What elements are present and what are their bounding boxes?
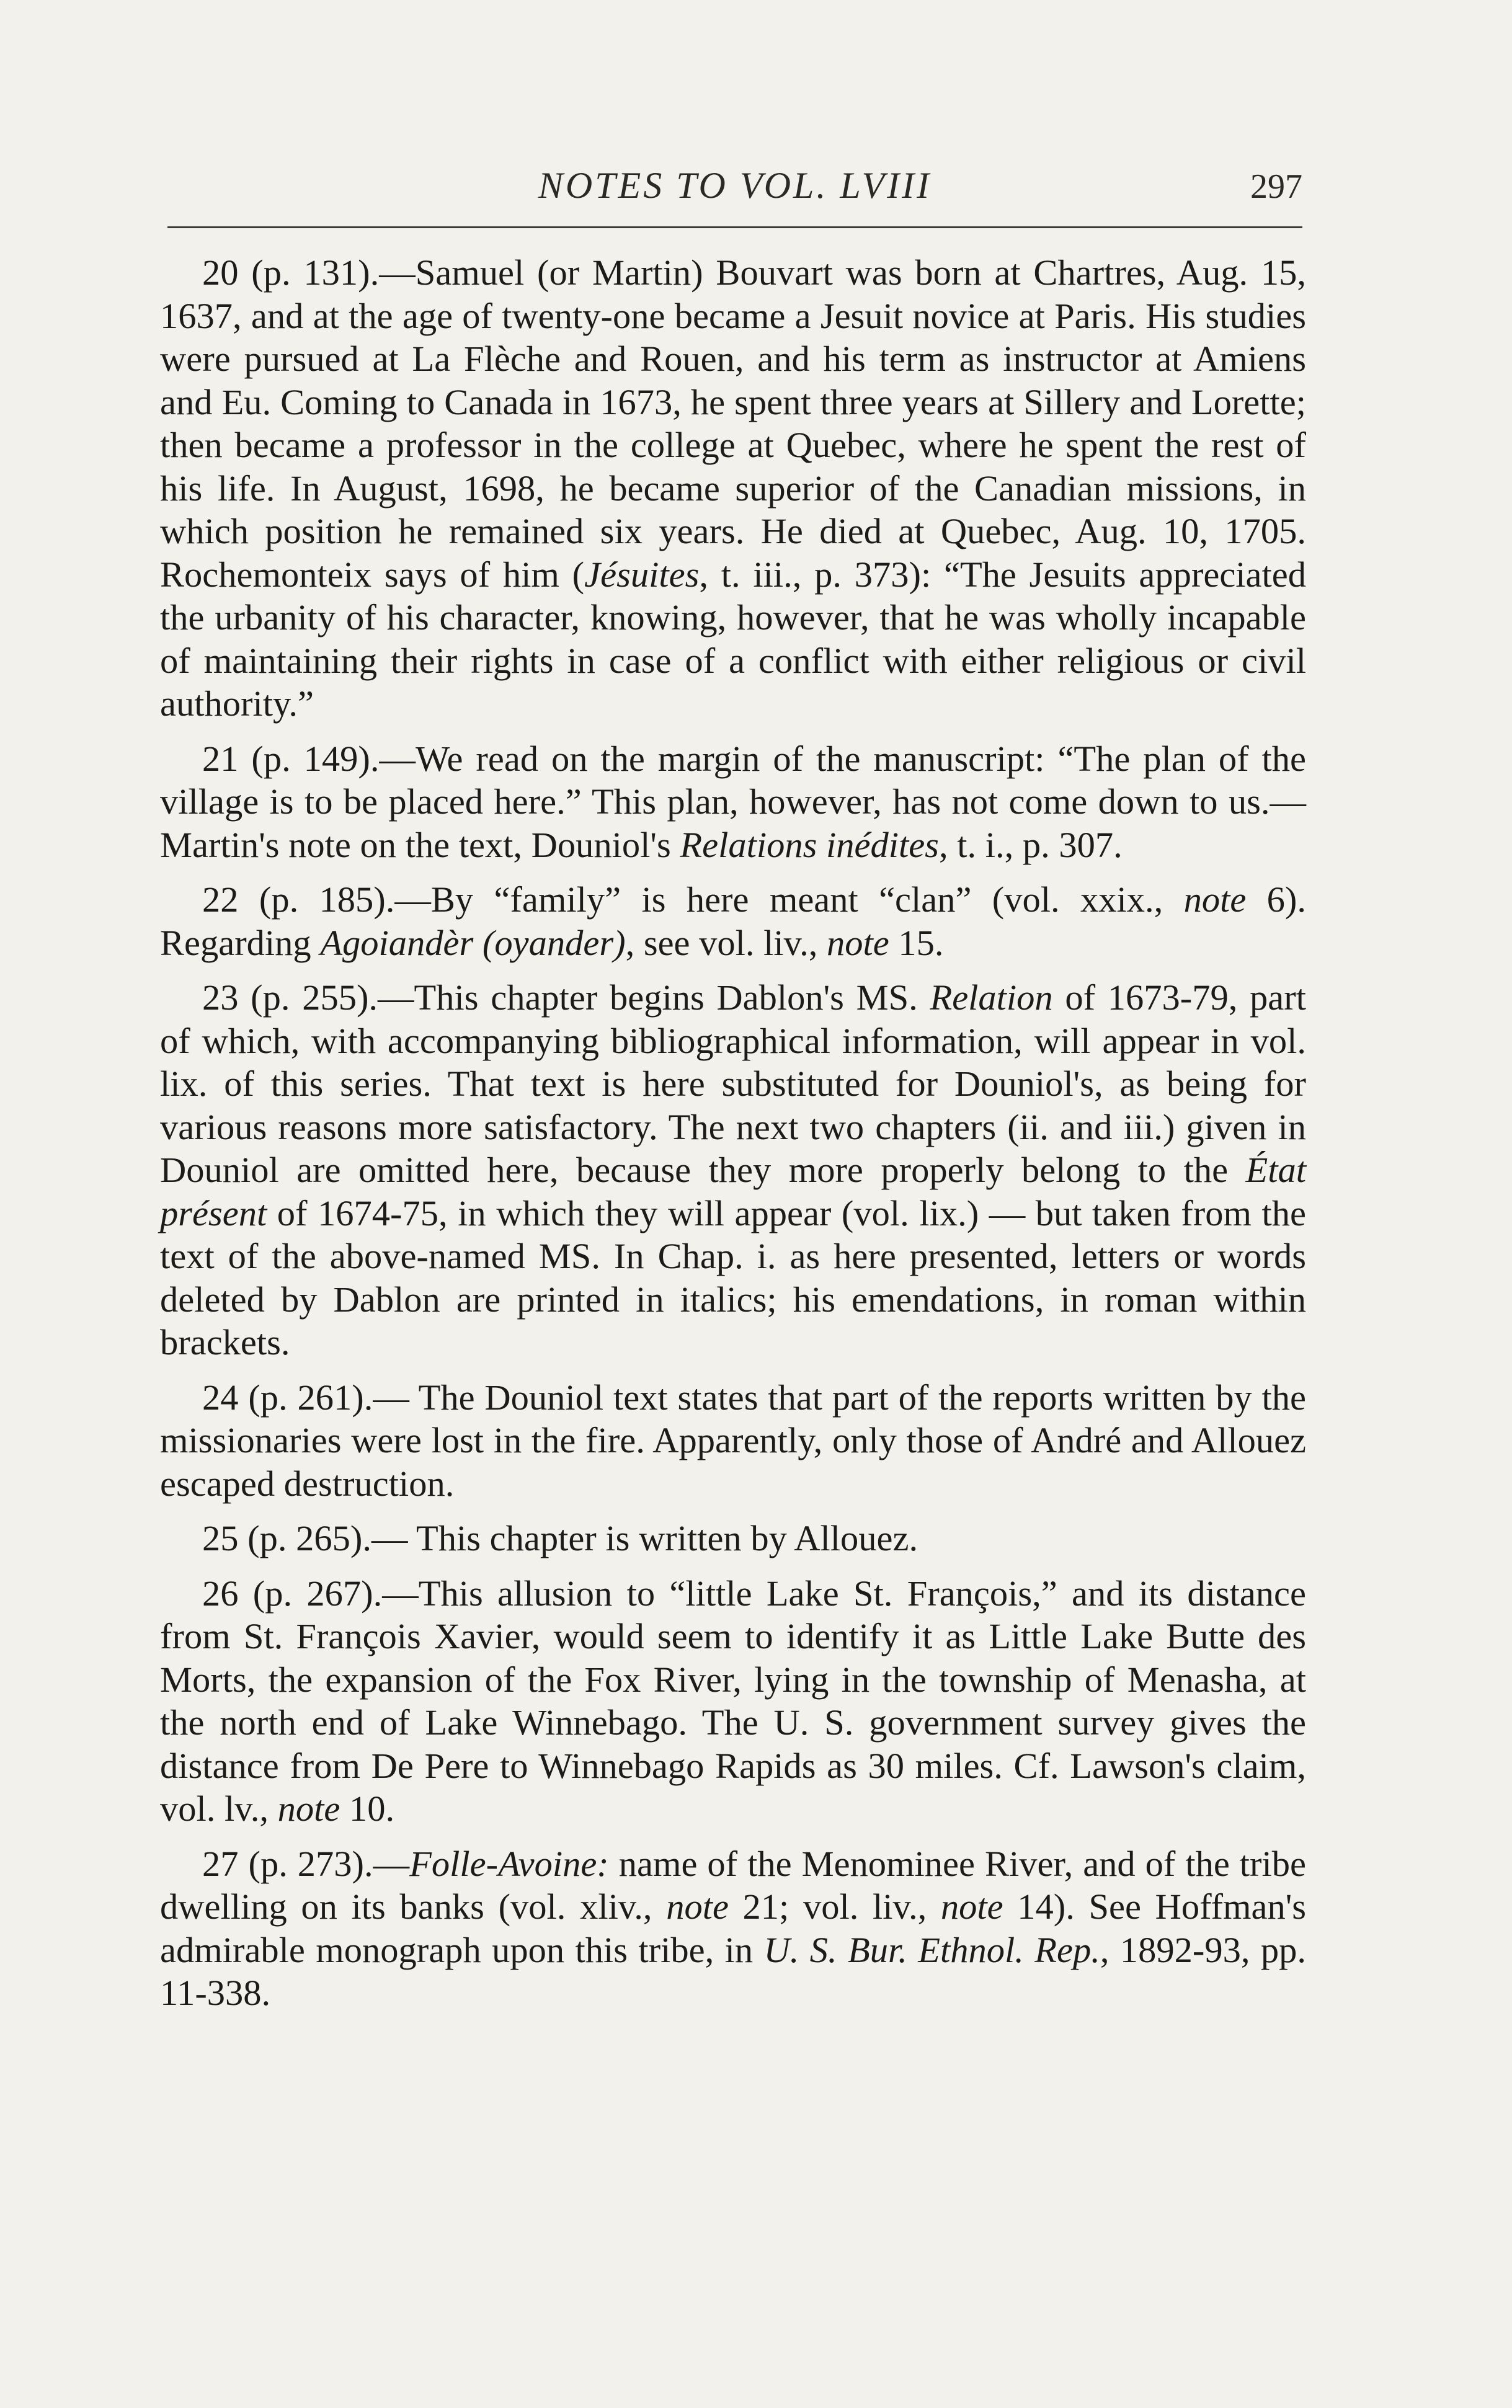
note-text: 21 (p. 149).—We read on the margin of the manuscript: “The plan of the village is to be placed here.” This plan, however, has not come down to us.—Martin's note on the text, Douniol's [160,738,1306,865]
note-text: of 1674-75, in which they will appear (vol. lix.) — but taken from the text of the above-named MS. In Chap. i. as here presented, letters or words deleted by Dablon are printed in italics; his emendations, in roman within brackets. [160,1193,1306,1362]
running-title: NOTES TO VOL. LVIII [538,165,932,206]
note-text: 6). Regarding [160,879,1306,963]
page-number: 297 [1250,167,1302,206]
note-text: 21; vol. liv., [728,1886,941,1927]
notes-body [160,251,1306,2027]
note-italic-text: note [940,1886,1003,1927]
note-27 [160,1842,1306,2015]
note-italic-text: Folle-Avoine: [409,1843,609,1884]
note-italic-text: État présent [160,1150,1306,1233]
note-21 [160,737,1306,867]
header-rule [167,226,1302,228]
note-text: 27 (p. 273).— [202,1843,410,1884]
note-26 [160,1572,1306,1831]
note-italic-text: note [666,1886,729,1927]
note-text: , t. i., p. 307. [938,824,1123,865]
note-text: of 1673-79, part of which, with accompanying bibliographical information, will appear in vol. lix. of this series. That text is here substituted for Douniol's, as being for various reasons more satisfactory. The next two chapters (ii. and iii.) given in Douniol are omitted here, because they more properly belong to the [160,977,1306,1190]
note-text: , 1892-93, pp. 11-338. [160,1929,1306,2013]
running-head [167,158,1302,220]
note-text: 20 (p. 131).—Samuel (or Martin) Bouvart was born at Chartres, Aug. 15, 1637, and at the age of twenty-one became a Jesuit novice at Paris. His studies were pursued at La Flèche and Rouen, and his term as instructor at Amiens and Eu. Coming to Canada in 1673, he spent three years at Sillery and Lorette; then became a professor in the college at Quebec, where he spent the rest of his life. In August, 1698, he became superior of the Canadian missions, in which position he remained six years. He died at Quebec, Aug. 10, 1705. Rochemonteix says of him ( [160,252,1306,595]
note-italic-text: Relation [930,977,1053,1018]
note-text: name of the Menominee River, and of the tribe dwelling on its banks (vol. xliv., [160,1843,1306,1927]
note-italic-text: Relations inédites [680,824,939,865]
note-italic-text: Agoiandèr (oyander) [320,922,626,963]
note-text: , see vol. liv., [625,922,827,963]
note-25 [160,1517,1306,1560]
note-text: 23 (p. 255).—This chapter begins Dablon's MS. [202,977,930,1018]
note-23 [160,976,1306,1364]
note-text: 22 (p. 185).—By “family” is here meant “clan” (vol. xxix., [202,879,1184,920]
note-italic-text: Jésuites [584,554,700,595]
note-text: 24 (p. 261).— The Douniol text states that part of the reports written by the missionaries were lost in the fire. Apparently, only those of André and Allouez escaped destruction. [160,1377,1306,1504]
note-italic-text: note [1183,879,1247,920]
note-italic-text: U. S. Bur. Ethnol. Rep. [763,1929,1100,1970]
note-italic-text: note [827,922,889,963]
note-20 [160,251,1306,726]
note-italic-text: note [277,1788,340,1829]
note-text: 26 (p. 267).—This allusion to “little Lake St. François,” and its distance from St. François Xavier, would seem to identify it as Little Lake Butte des Morts, the expansion of the Fox River, lying in the township of Menasha, at the north end of Lake Winnebago. The U. S. government survey gives the distance from De Pere to Winnebago Rapids as 30 miles. Cf. Lawson's claim, vol. lv., [160,1573,1306,1829]
note-22 [160,878,1306,964]
note-24 [160,1376,1306,1506]
note-text: 25 (p. 265).— This chapter is written by Allouez. [202,1518,918,1558]
note-text: 15. [889,922,944,963]
note-text: 10. [340,1788,395,1829]
note-text: 14). See Hoffman's admirable monograph upon this tribe, in [160,1886,1307,1970]
note-text: , t. iii., p. 373): “The Jesuits appreciated the urbanity of his character, knowing, however, that he was wholly incapable of maintaining their rights in case of a conflict with either religious or civil authority.” [160,554,1306,724]
